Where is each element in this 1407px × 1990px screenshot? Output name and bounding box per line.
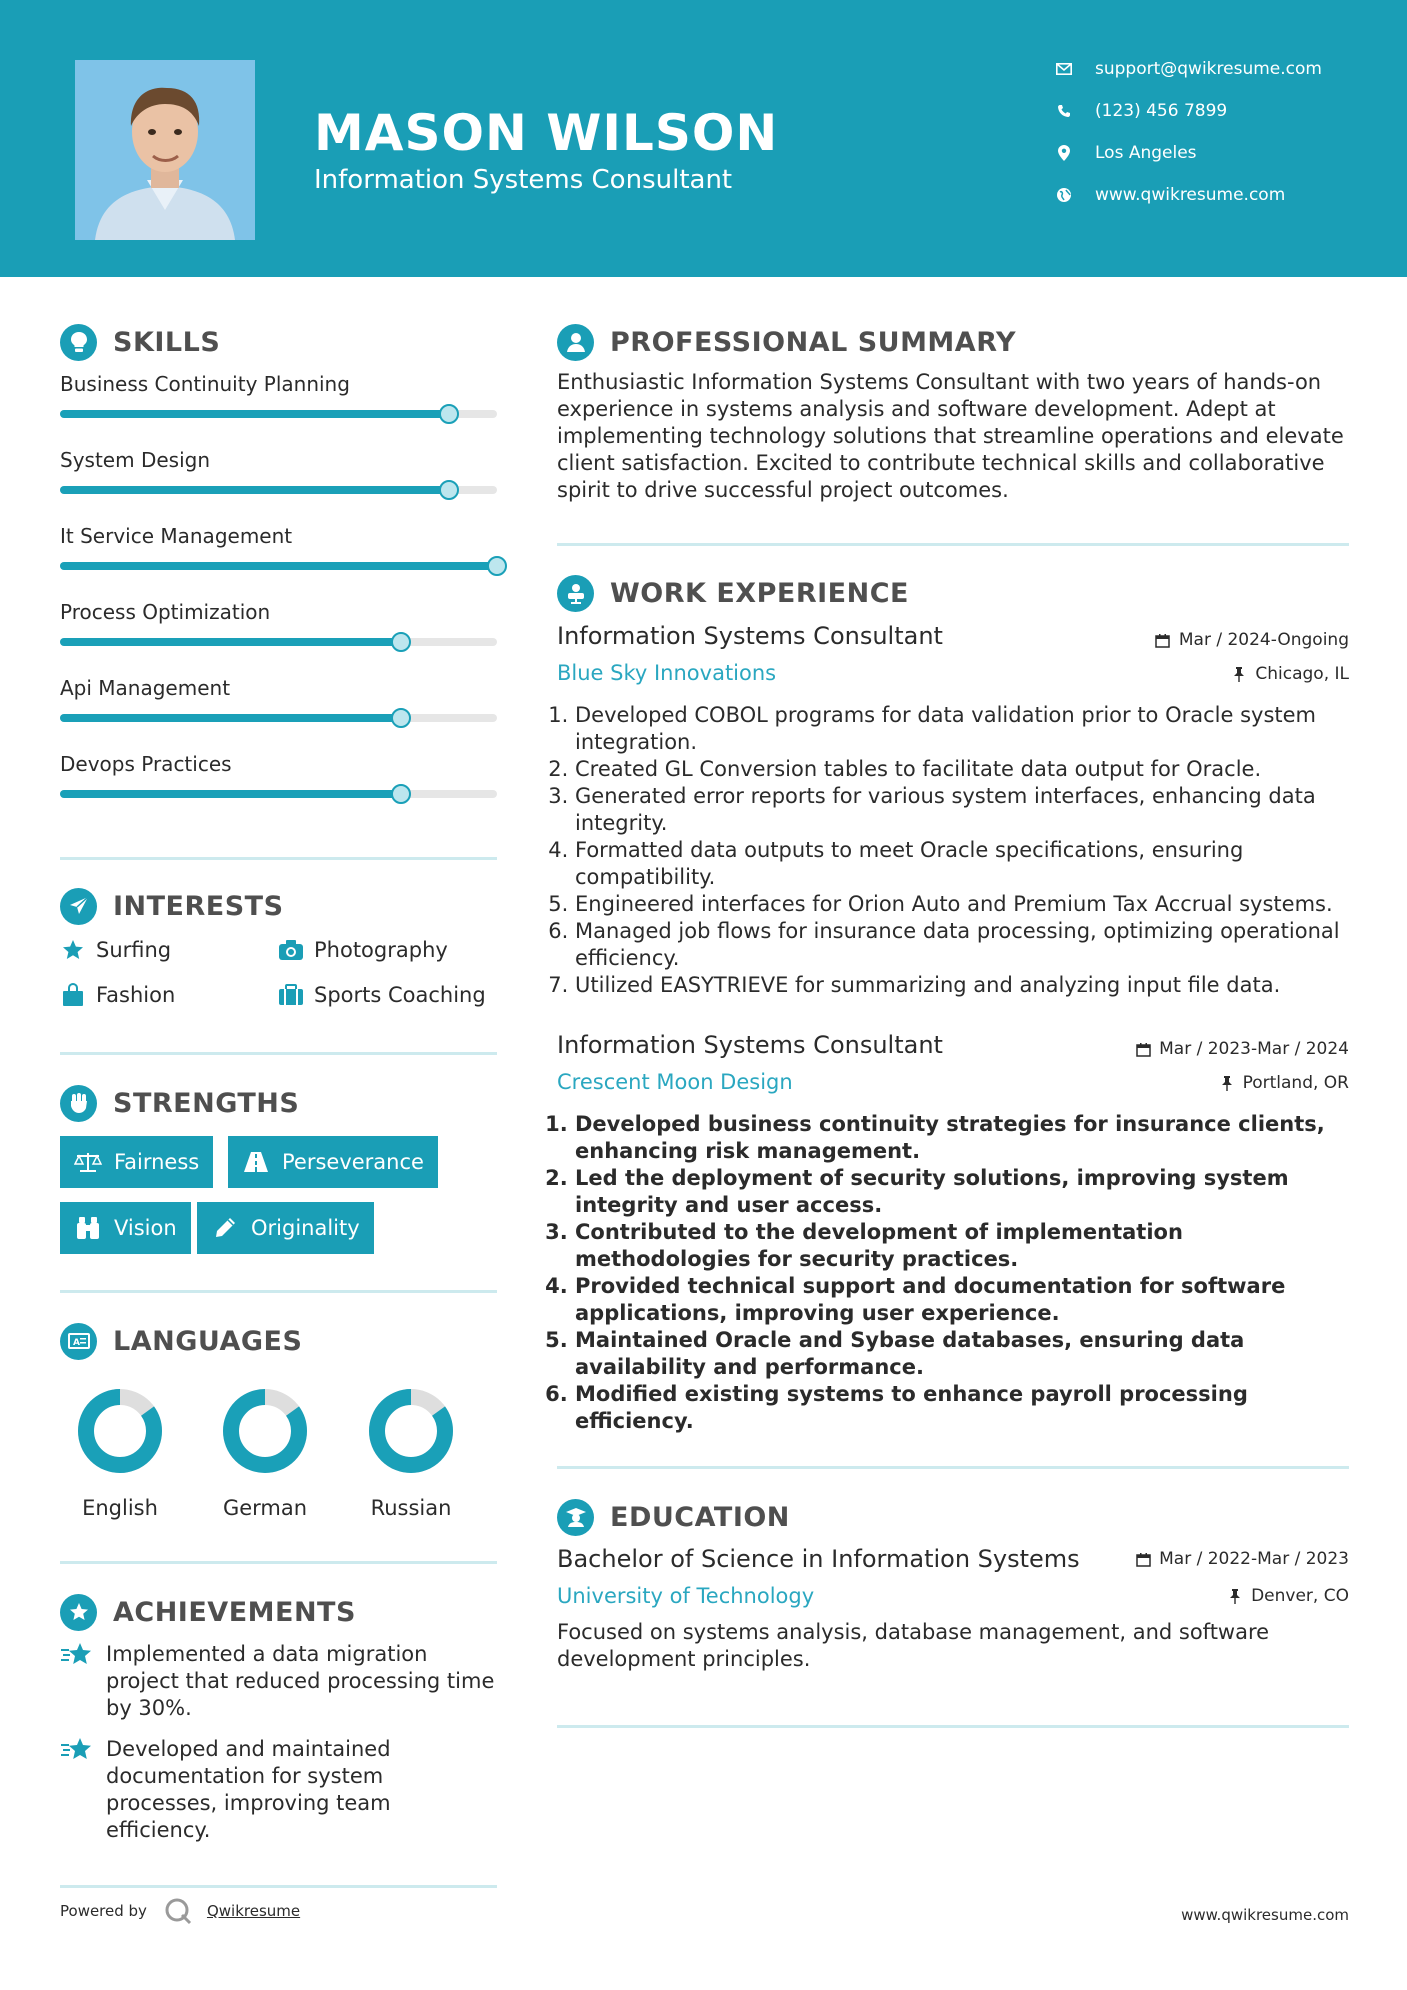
strength-label: Fairness [114, 1150, 200, 1174]
achievement-text: Developed and maintained documentation for system processes, improving team efficiency. [106, 1737, 391, 1842]
responsibility-item: 5. Engineered interfaces for Orion Auto and Premium Tax Accrual systems. [575, 891, 1352, 918]
language-item [356, 1386, 466, 1520]
shopping-bag-icon [60, 982, 86, 1008]
skill-bar [60, 790, 497, 798]
education-location-text: Denver, CO [1251, 1586, 1349, 1606]
summary-heading [557, 323, 1016, 361]
responsibility-item: 4. Formatted data outputs to meet Oracle specifications, ensuring compatibility. [575, 837, 1352, 891]
interest-label: Photography [314, 938, 448, 962]
language-name: German [222, 1496, 308, 1520]
map-pin-icon [1055, 144, 1073, 162]
responsibility-item: 1. Developed business continuity strategies for insurance clients, enhancing risk management. [575, 1111, 1352, 1165]
fist-icon [60, 1085, 97, 1122]
language-name: Russian [370, 1496, 452, 1520]
lightbulb-icon [60, 324, 97, 361]
interest-item [60, 935, 171, 965]
qwikresume-link[interactable]: Qwikresume [206, 1902, 301, 1920]
skill-bar [60, 562, 497, 570]
skill-bar-knob [439, 404, 459, 424]
skill-bar-fill [60, 638, 401, 646]
calendar-icon [1135, 1041, 1151, 1057]
education-location [1227, 1586, 1349, 1606]
interests-heading [60, 887, 284, 925]
achievements-heading [60, 1593, 356, 1631]
degree-title: Bachelor of Science in Information Systems [557, 1545, 1080, 1573]
pencil-icon [211, 1216, 239, 1240]
section-divider [60, 857, 497, 860]
strength-label: Perseverance [282, 1150, 424, 1174]
responsibility-item: 2. Created GL Conversion tables to facilitate data output for Oracle. [575, 756, 1352, 783]
section-divider [60, 1052, 497, 1055]
achievement-item [60, 1736, 500, 1844]
skill-item [60, 448, 500, 476]
languages-heading [60, 1322, 302, 1360]
company-name: Blue Sky Innovations [557, 661, 777, 685]
footer-powered-by [60, 1896, 300, 1926]
summary-text: Enthusiastic Information Systems Consultant with two years of hands-on experience in systems analysis and software development. Adept at implementing technology solutions that streamline operations and elevate client satisfaction. Excited to contribute technical skills and collaborative spirit to drive successful project outcomes. [557, 370, 1344, 502]
job-dates [1135, 1039, 1349, 1059]
experience-heading [557, 574, 909, 612]
responsibility-item: 2. Led the deployment of security solutions, improving system integrity and user access. [575, 1165, 1352, 1219]
education-dates [1135, 1549, 1349, 1569]
language-donut [75, 1386, 165, 1476]
skill-name: Api Management [60, 676, 231, 700]
job-responsibilities [557, 702, 1352, 999]
strength-tag [60, 1136, 213, 1188]
job-dates [1155, 630, 1349, 650]
section-divider [60, 1561, 497, 1564]
interest-label: Sports Coaching [314, 983, 486, 1007]
education-heading [557, 1498, 790, 1536]
section-divider [60, 1290, 497, 1293]
contact-phone-text: (123) 456 7899 [1095, 101, 1228, 121]
candidate-name: MASON WILSON [314, 104, 779, 162]
strength-label: Originality [251, 1216, 360, 1240]
skill-bar [60, 486, 497, 494]
language-donut [220, 1386, 310, 1476]
language-item [65, 1386, 175, 1520]
skill-name: Process Optimization [60, 600, 271, 624]
skill-bar-fill [60, 714, 401, 722]
skill-item [60, 752, 500, 780]
powered-by-text: Powered by [60, 1902, 147, 1920]
interest-label: Fashion [96, 983, 176, 1007]
language-name: English [82, 1496, 158, 1520]
star-speed-icon [60, 1641, 94, 1671]
education-heading-text: EDUCATION [610, 1501, 790, 1533]
skill-item [60, 524, 500, 552]
binoculars-icon [74, 1216, 102, 1240]
section-divider [60, 1885, 497, 1888]
skill-name: Business Continuity Planning [60, 372, 350, 396]
summary-heading-text: PROFESSIONAL SUMMARY [610, 326, 1017, 358]
job-dates-text: Mar / 2024-Ongoing [1178, 630, 1349, 650]
qwikresume-logo-icon [163, 1896, 193, 1926]
job-location [1219, 1073, 1349, 1093]
calendar-icon [1155, 632, 1171, 648]
skill-bar-fill [60, 410, 449, 418]
responsibility-item: 3. Generated error reports for various system interfaces, enhancing data integrity. [575, 783, 1352, 837]
job-location [1231, 664, 1349, 684]
skill-bar-fill [60, 790, 401, 798]
svg-text:A: A [72, 1338, 80, 1348]
strength-tag [228, 1136, 438, 1188]
skill-bar-knob [487, 556, 507, 576]
languages-heading-text: LANGUAGES [113, 1325, 303, 1357]
section-divider [557, 1466, 1349, 1469]
responsibility-item: 7. Utilized EASYTRIEVE for summarizing and analyzing input file data. [575, 972, 1352, 999]
job-location-text: Chicago, IL [1255, 664, 1349, 684]
skill-item [60, 600, 500, 628]
pushpin-icon [1231, 666, 1247, 682]
skill-item [60, 676, 500, 704]
responsibility-item: 1. Developed COBOL programs for data validation prior to Oracle system integration. [575, 702, 1352, 756]
profile-photo [75, 60, 255, 240]
skill-bar-fill [60, 486, 449, 494]
header-banner [0, 0, 1407, 277]
skill-item [60, 372, 500, 400]
star-speed-icon [60, 1736, 94, 1766]
skill-name: It Service Management [60, 524, 293, 548]
strength-tag [197, 1202, 374, 1254]
globe-icon [1055, 186, 1073, 204]
strengths-heading-text: STRENGTHS [113, 1087, 300, 1119]
strength-label: Vision [114, 1216, 177, 1240]
interest-item [278, 980, 486, 1010]
school-name: University of Technology [557, 1584, 815, 1608]
contact-email-text: support@qwikresume.com [1095, 59, 1322, 79]
strengths-heading [60, 1084, 299, 1122]
contact-location-text: Los Angeles [1095, 143, 1197, 163]
paper-plane-icon [60, 888, 97, 925]
pushpin-icon [1219, 1075, 1235, 1091]
interest-item [278, 935, 448, 965]
footer-website[interactable]: www.qwikresume.com [1181, 1906, 1349, 1924]
contact-website[interactable] [1055, 182, 1385, 208]
job-location-text: Portland, OR [1242, 1073, 1349, 1093]
skill-bar-knob [439, 480, 459, 500]
skill-bar-fill [60, 562, 497, 570]
user-icon [557, 324, 594, 361]
skills-heading-text: SKILLS [113, 326, 221, 358]
responsibility-item: 4. Provided technical support and documentation for software applications, improving user experience. [575, 1273, 1352, 1327]
responsibility-item: 6. Managed job flows for insurance data processing, optimizing operational efficiency. [575, 918, 1352, 972]
candidate-role: Information Systems Consultant [314, 165, 733, 195]
skill-bar-knob [391, 708, 411, 728]
presenter-icon [557, 575, 594, 612]
contact-phone[interactable] [1055, 98, 1385, 124]
skill-name: System Design [60, 448, 210, 472]
job-title: Information Systems Consultant [557, 622, 943, 650]
job-dates-text: Mar / 2023-Mar / 2024 [1159, 1039, 1349, 1059]
interest-item [60, 980, 175, 1010]
phone-icon [1055, 102, 1073, 120]
achievement-text: Implemented a data migration project that reduced processing time by 30%. [106, 1642, 495, 1720]
strength-tag [60, 1202, 191, 1254]
award-star-icon [60, 1594, 97, 1631]
education-description: Focused on systems analysis, database management, and software development principles. [557, 1620, 1270, 1671]
language-item [210, 1386, 320, 1520]
interests-heading-text: INTERESTS [113, 890, 284, 922]
job-responsibilities [557, 1111, 1352, 1435]
interest-label: Surfing [96, 938, 172, 962]
skill-bar [60, 410, 497, 418]
envelope-icon [1055, 60, 1073, 78]
contact-email[interactable] [1055, 56, 1385, 82]
company-name: Crescent Moon Design [557, 1070, 793, 1094]
job-title: Information Systems Consultant [557, 1031, 943, 1059]
skill-bar-knob [391, 632, 411, 652]
balance-scale-icon [74, 1150, 102, 1174]
achievements-heading-text: ACHIEVEMENTS [113, 1596, 356, 1628]
briefcase-icon [278, 982, 304, 1008]
section-divider [557, 1725, 1349, 1728]
star-icon [60, 937, 86, 963]
experience-heading-text: WORK EXPERIENCE [610, 577, 909, 609]
responsibility-item: 5. Maintained Oracle and Sybase databases, ensuring data availability and performance. [575, 1327, 1352, 1381]
skill-bar-knob [391, 784, 411, 804]
skill-bar [60, 714, 497, 722]
contact-website-text: www.qwikresume.com [1095, 185, 1286, 205]
calendar-icon [1135, 1551, 1151, 1567]
graduate-icon [557, 1499, 594, 1536]
responsibility-item: 6. Modified existing systems to enhance payroll processing efficiency. [575, 1381, 1352, 1435]
road-icon [242, 1150, 270, 1174]
section-divider [557, 543, 1349, 546]
skills-heading [60, 323, 220, 361]
skill-bar [60, 638, 497, 646]
education-dates-text: Mar / 2022-Mar / 2023 [1159, 1549, 1349, 1569]
achievement-item [60, 1641, 500, 1722]
language-icon [60, 1323, 97, 1360]
pushpin-icon [1227, 1588, 1243, 1604]
skill-name: Devops Practices [60, 752, 232, 776]
language-donut [366, 1386, 456, 1476]
responsibility-item: 3. Contributed to the development of implementation methodologies for security practices. [575, 1219, 1352, 1273]
contact-location [1055, 140, 1385, 166]
camera-icon [278, 937, 304, 963]
